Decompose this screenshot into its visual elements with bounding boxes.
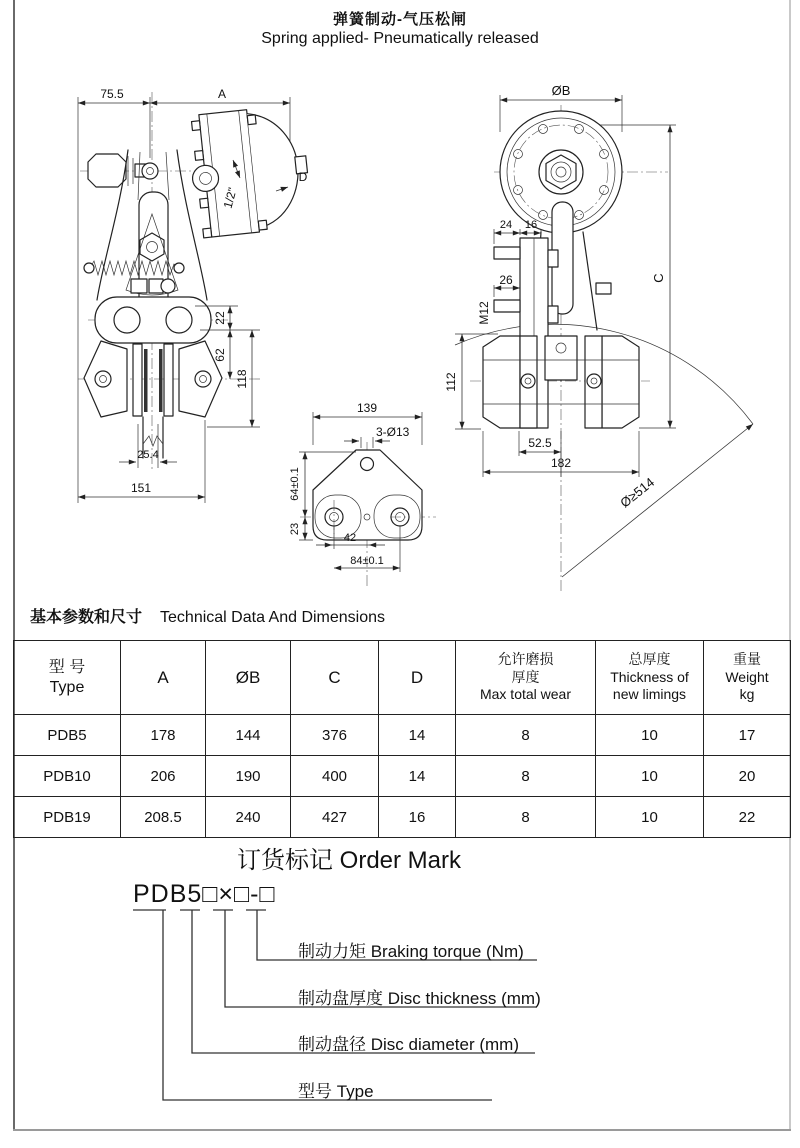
order-mark-label-disc-thickness: 制动盘厚度 Disc thickness (mm) bbox=[298, 989, 541, 1008]
dim-22-label: 22 bbox=[213, 311, 227, 325]
column-header-type: 型 号 Type bbox=[14, 641, 121, 715]
column-header-d: D bbox=[379, 641, 456, 715]
cell-type: PDB10 bbox=[14, 756, 121, 797]
dim-139-label: 139 bbox=[356, 401, 378, 415]
cell-thickness: 10 bbox=[596, 715, 704, 756]
table-caption-chinese: 基本参数和尺寸 bbox=[30, 609, 143, 626]
dim-23-label: 23 bbox=[289, 522, 301, 536]
cell-weight: 20 bbox=[704, 756, 791, 797]
holes-label: 3-Ø13 bbox=[376, 425, 410, 439]
dim-25-4-label: 25.4 bbox=[137, 449, 159, 461]
side-view-drawing bbox=[78, 87, 313, 503]
order-mark-label-type: 型号 Type bbox=[298, 1082, 374, 1101]
page-border-bottom bbox=[13, 1129, 791, 1131]
dim-a-label: A bbox=[217, 87, 227, 101]
column-header-c: C bbox=[291, 641, 379, 715]
table-row-pdb19 bbox=[14, 797, 791, 838]
dim-84-label: 84±0.1 bbox=[350, 555, 384, 567]
order-mark-code: PDB5□×□-□ bbox=[133, 880, 276, 908]
column-header-max-wear: 允许磨损 厚度 Max total wear bbox=[456, 641, 596, 715]
table-row-pdb10 bbox=[14, 756, 791, 797]
disc-diameter-label: Ø≥514 bbox=[617, 474, 658, 511]
technical-drawings bbox=[0, 75, 800, 595]
technical-data-table bbox=[13, 640, 791, 838]
table-caption-english: Technical Data And Dimensions bbox=[160, 609, 386, 626]
column-header-ob: ØB bbox=[206, 641, 291, 715]
cell-ob: 144 bbox=[206, 715, 291, 756]
cell-c: 376 bbox=[291, 715, 379, 756]
order-mark-label-braking-torque: 制动力矩 Braking torque (Nm) bbox=[298, 942, 524, 961]
table-caption bbox=[30, 604, 385, 627]
dim-62-label: 62 bbox=[213, 348, 227, 362]
cell-ob: 240 bbox=[206, 797, 291, 838]
cell-thickness: 10 bbox=[596, 797, 704, 838]
dim-c-label: C bbox=[651, 273, 666, 283]
cell-wear: 8 bbox=[456, 797, 596, 838]
dim-118-label: 118 bbox=[235, 369, 249, 389]
cell-c: 400 bbox=[291, 756, 379, 797]
air-port-label: 1/2" bbox=[220, 186, 240, 210]
cell-wear: 8 bbox=[456, 756, 596, 797]
air-chamber bbox=[186, 104, 313, 238]
dim-ob-label: ØB bbox=[551, 83, 571, 98]
cell-a: 206 bbox=[121, 756, 206, 797]
cell-d: 14 bbox=[379, 715, 456, 756]
dim-24-label: 24 bbox=[499, 219, 513, 231]
order-mark-label-disc-diameter: 制动盘径 Disc diameter (mm) bbox=[298, 1035, 520, 1054]
cell-c: 427 bbox=[291, 797, 379, 838]
page-title-chinese: 弹簧制动-气压松闸 bbox=[333, 11, 467, 28]
column-header-a: A bbox=[121, 641, 206, 715]
table-row-pdb5 bbox=[14, 715, 791, 756]
dim-26-label: 26 bbox=[499, 273, 513, 287]
thread-m12-label: M12 bbox=[477, 301, 491, 325]
cell-d: 16 bbox=[379, 797, 456, 838]
cell-type: PDB5 bbox=[14, 715, 121, 756]
page-title-english: Spring applied- Pneumatically released bbox=[261, 30, 539, 47]
dim-182-label: 182 bbox=[550, 456, 572, 470]
front-view-drawing bbox=[444, 83, 753, 592]
dim-112-label: 112 bbox=[444, 372, 458, 392]
cell-d: 14 bbox=[379, 756, 456, 797]
dim-d-label: D bbox=[298, 170, 308, 184]
dim-42-label: 42 bbox=[343, 532, 357, 544]
cell-type: PDB19 bbox=[14, 797, 121, 838]
column-header-thickness: 总厚度 Thickness of new limings bbox=[596, 641, 704, 715]
dim-64-label: 64±0.1 bbox=[289, 467, 301, 501]
cell-a: 208.5 bbox=[121, 797, 206, 838]
dim-52-5-label: 52.5 bbox=[528, 436, 552, 450]
cell-a: 178 bbox=[121, 715, 206, 756]
cell-thickness: 10 bbox=[596, 756, 704, 797]
cell-weight: 22 bbox=[704, 797, 791, 838]
cell-wear: 8 bbox=[456, 715, 596, 756]
dim-75-5-label: 75.5 bbox=[100, 87, 124, 101]
cell-weight: 17 bbox=[704, 715, 791, 756]
dim-16-label: 16 bbox=[524, 219, 538, 231]
mount-bracket-drawing bbox=[289, 401, 436, 586]
order-mark-heading: 订货标记 Order Mark bbox=[237, 847, 462, 874]
dim-151-label: 151 bbox=[130, 481, 152, 495]
cell-ob: 190 bbox=[206, 756, 291, 797]
column-header-weight: 重量 Weight kg bbox=[704, 641, 791, 715]
